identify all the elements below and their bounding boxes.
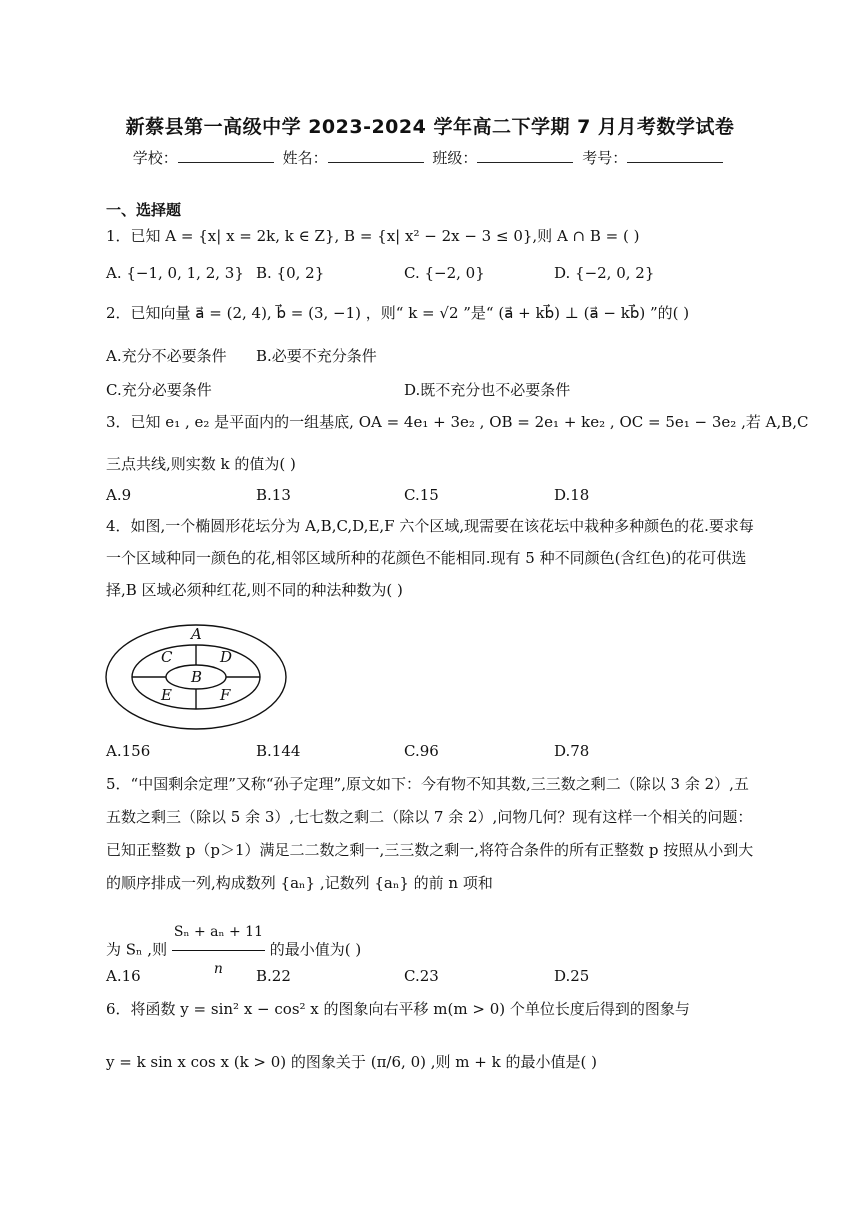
option-b[interactable]: B. {0, 2} [256,264,325,282]
question-2-options-row1 [106,345,756,369]
question-5-tail-post: 的最小值为( ) [269,940,362,959]
question-6-stem-line1: 6．将函数 y = sin² x − cos² x 的图象向右平移 m(m > 0) 个单位长度后得到的图象与 [106,1000,690,1018]
student-info-row [0,147,860,168]
option-a[interactable]: A.156 [106,742,151,760]
question-1-stem: 1．已知 A = {x| x = 2k, k ∈ Z}, B = {x| x² − 2x − 3 ≤ 0},则 A ∩ B = ( ) [106,227,640,245]
option-c[interactable]: C.23 [404,967,439,985]
option-c[interactable]: C. {−2, 0} [404,264,485,282]
question-6-line2-pre: y = k sin x cos x (k > 0) 的图象关于 [106,1053,366,1071]
class-blank[interactable] [477,148,573,163]
question-2-options-row2 [106,379,756,403]
class-label: 班级： [432,149,478,167]
question-4-stem: 4．如图,一个椭圆形花坛分为 A,B,C,D,E,F 六个区域,现需要在该花坛中栽种多种颜色的花.要求每一个区域种同一颜色的花,相邻区域所种的花颜色不能相同.现有 5 种不同颜色(含红色)的花可供选择,B 区域必须种红花,则不同的种法种数为( ) [106,517,754,599]
region-label-c: C [161,648,173,666]
question-5-stem: 5．“中国剩余定理”又称“孙子定理”,原文如下：今有物不知其数,三三数之剩二（除以 3 余 2）,五五数之剩三（除以 5 余 3）,七七数之剩二（除以 7 余 2）,问物几何？现有这样一个相关的问题：已知正整数 p（p＞1）满足二二数之剩一,三三数之剩一,将符合条件的所有正整数 p 按照从小到大的顺序排成一列,构成数列 {aₙ} ,记数列 {aₙ} 的前 n 项和 [106,775,754,892]
question-1-options [106,264,756,288]
option-b[interactable]: B.必要不充分条件 [256,347,377,365]
region-label-e: E [161,686,172,704]
question-2-stem: 2．已知向量 a⃗ = (2, 4), b⃗ = (3, −1) ，则“ k = √2 ”是“ (a⃗ + kb⃗) ⊥ (a⃗ − kb⃗) ”的( ) [106,304,690,322]
section-heading: 一、选择题 [106,201,182,219]
option-d[interactable]: D.78 [554,742,590,760]
option-d[interactable]: D.25 [554,967,590,985]
option-a[interactable]: A.9 [106,486,132,504]
question-6-stem-line2 [106,1042,756,1082]
option-c[interactable]: C.充分必要条件 [106,381,212,399]
option-d[interactable]: D.18 [554,486,590,504]
option-b[interactable]: B.22 [256,967,291,985]
region-label-a: A [191,625,202,643]
option-c[interactable]: C.96 [404,742,439,760]
question-6-point: (π/6, 0) [370,1053,426,1071]
question-6-line2-post: ,则 m + k 的最小值是( ) [430,1053,597,1071]
option-b[interactable]: B.13 [256,486,291,504]
school-blank[interactable] [178,148,274,163]
option-d[interactable]: D. {−2, 0, 2} [554,264,655,282]
option-d[interactable]: D.既不充分也不必要条件 [404,381,571,399]
name-label: 姓名： [282,149,328,167]
question-4-options [106,742,756,766]
option-c[interactable]: C.15 [404,486,439,504]
question-3-stem-line1: 3．已知 e₁ , e₂ 是平面内的一组基底, OA = 4e₁ + 3e₂ , OB = 2e₁ + ke₂ , OC = 5e₁ − 3e₂ ,若 A,B,C [106,413,809,431]
option-b[interactable]: B.144 [256,742,301,760]
ellipse-flowerbed-figure [104,622,288,732]
school-label: 学校： [132,149,178,167]
fraction-denominator: n [213,961,223,977]
exam-number-blank[interactable] [627,148,723,163]
fraction-numerator: Sₙ + aₙ + 11 [172,914,265,951]
region-label-d: D [220,648,233,666]
question-3-options [106,486,756,510]
region-label-f: F [220,686,231,704]
option-a[interactable]: A.充分不必要条件 [106,347,227,365]
question-3-stem-line2: 三点共线,则实数 k 的值为( ) [106,455,296,473]
option-a[interactable]: A. {−1, 0, 1, 2, 3} [106,264,244,282]
region-label-b: B [191,668,203,686]
exam-number-label: 考号： [582,149,628,167]
exam-title: 新蔡县第一高级中学 2023-2024 学年高二下学期 7 月月考数学试卷 [125,116,735,138]
question-5-options [106,967,756,991]
name-blank[interactable] [328,148,424,163]
option-a[interactable]: A.16 [106,967,141,985]
question-5-tail-pre: 为 Sₙ ,则 [106,940,168,959]
